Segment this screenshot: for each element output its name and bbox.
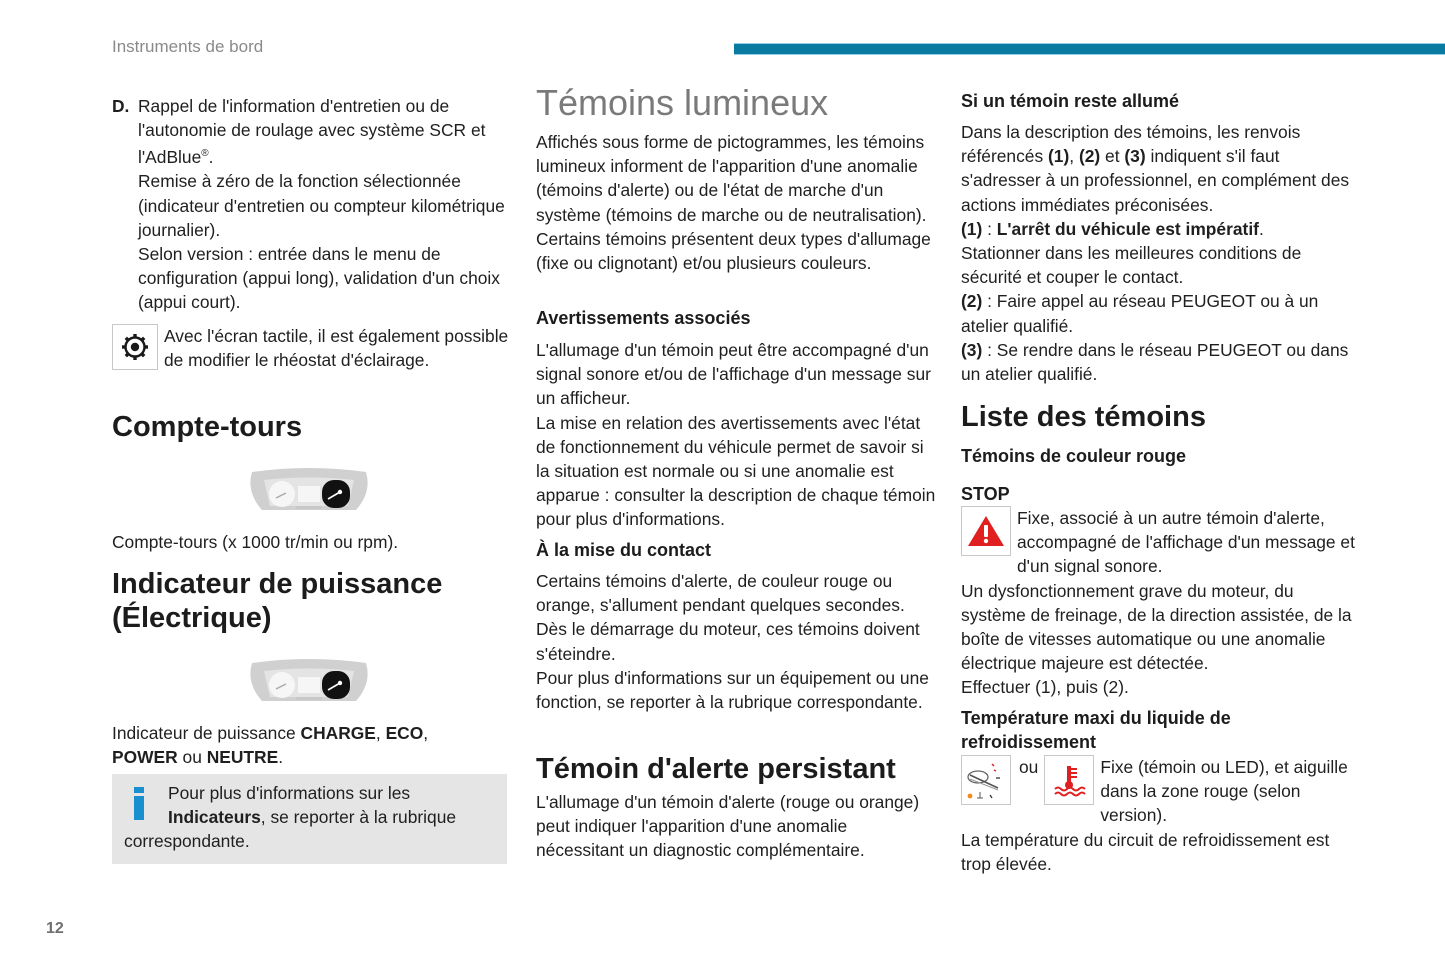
stays-on-p1 (961, 120, 1361, 217)
power-indicator-caption (112, 721, 512, 769)
text: : Faire appel au réseau PEUGEOT ou à un atelier qualifié. (961, 291, 1319, 336)
mode-charge: CHARGE (300, 723, 376, 743)
page-number: 12 (46, 920, 64, 937)
coolant-temperature-icon (1044, 755, 1094, 805)
red-lights-subheading: Témoins de couleur rouge (961, 446, 1187, 466)
separator: ou (177, 747, 207, 768)
item-d-line2: Remise à zéro de la fonction sélectionnée (indicateur d'entretien ou compteur kilométrique journalier). (138, 171, 505, 240)
info-text-suffix: , se reporter à la rubrique correspondante. (124, 807, 457, 852)
note-1-text: Stationner dans les meilleures conditions de sécurité et couper le contact. (961, 243, 1302, 288)
ref-3: (3) (1124, 146, 1146, 167)
persistent-heading: Témoin d'alerte persistant (536, 753, 896, 785)
note-1 (961, 217, 1361, 241)
text: Dans la description des témoins, les renvois référencés (961, 122, 1301, 167)
stop-text2: Un dysfonctionnement grave du moteur, du système de freinage, de la direction assistée, de la boîte de vitesses automatique ou une anomalie électrique majeure est détectée. (961, 580, 1352, 674)
ignition-p1: Certains témoins d'alerte, de couleur rouge ou orange, s'allument pendant quelques secondes. (536, 571, 905, 616)
running-title: Instruments de bord (112, 37, 264, 56)
note-2 (961, 289, 1361, 337)
ref-3: (3) (961, 339, 983, 360)
warnings-heading: Avertissements associés (536, 308, 751, 328)
tachometer-caption: Compte-tours (x 1000 tr/min ou rpm). (112, 532, 399, 552)
text: et (1100, 146, 1125, 167)
stop-text3: Effectuer (1), puis (2). (961, 677, 1129, 698)
item-d-line3: Selon version : entrée dans le menu de configuration (appui long), validation d'un choix (appui court). (138, 244, 500, 313)
tachometer-heading: Compte-tours (112, 411, 303, 443)
ignition-p2: Dès le démarrage du moteur, ces témoins doivent s'éteindre. (536, 619, 920, 664)
mode-power: POWER (112, 747, 178, 768)
list-item-d (112, 94, 512, 315)
coolant-heading: Température maxi du liquide de refroidissement (961, 708, 1231, 752)
gear-icon (112, 324, 158, 370)
stop-heading: STOP (961, 484, 1010, 504)
coolant-text2: La température du circuit de refroidissement est trop élevée. (961, 829, 1330, 874)
coolant-entry (961, 755, 1361, 876)
text: . (1258, 218, 1264, 239)
item-d-line1-end: . (208, 147, 214, 168)
stop-text1: Fixe, associé à un autre témoin d'alerte, accompagné de l'affichage d'un message et d'un signal sonore. (1017, 508, 1355, 577)
warnings-body (536, 338, 936, 532)
stays-on-heading: Si un témoin reste allumé (961, 91, 1180, 111)
instrument-cluster-illustration (248, 657, 370, 703)
mode-neutre: NEUTRE (206, 747, 279, 768)
stays-on-body (961, 120, 1361, 386)
item-d-line1 (138, 94, 512, 169)
info-icon (132, 787, 146, 823)
power-indicator-heading: Indicateur de puissance (Électrique) (112, 568, 443, 634)
info-box-text (124, 781, 495, 854)
item-d-line1-text: Rappel de l'information d'entretien ou de l'autonomie de roulage avec système SCR et l'AdBlue (138, 96, 486, 168)
ref-2: (2) (961, 291, 983, 312)
text: , (1069, 146, 1079, 167)
warning-triangle-icon (961, 506, 1011, 556)
header-accent-bar (734, 43, 1445, 55)
intro-paragraph: Affichés sous forme de pictogrammes, les témoins lumineux informent de l'apparition d'une anomalie (témoins d'alerte) ou de l'état de marche d'un système (témoins de marche ou de neutralisation). Certains témoins présentent deux types d'allumage (fixe ou clignotant) et/ou plusieurs couleurs. (536, 132, 931, 274)
separator: , (423, 723, 429, 743)
note-1-emphasis: L'arrêt du véhicule est impératif (996, 218, 1259, 239)
item-letter: D. (112, 96, 130, 116)
caption-prefix: Indicateur de puissance (112, 723, 301, 743)
ignition-p3: Pour plus d'informations sur un équipement ou une fonction, se reporter à la rubrique correspondante. (536, 667, 929, 713)
warnings-p2: La mise en relation des avertissements avec l'état de fonctionnement du véhicule permet de savoir si la situation est normale ou si une anomalie est apparue : consulter la description de chaque témoin pour plus d'informations. (536, 412, 936, 530)
list-heading: Liste des témoins (961, 401, 1206, 433)
text: : Se rendre dans le réseau PEUGEOT ou dans un atelier qualifié. (961, 339, 1349, 385)
registered-mark: ® (201, 148, 209, 160)
info-box (112, 774, 507, 864)
info-text-link[interactable]: Indicateurs (168, 807, 261, 828)
temperature-gauge-icon (961, 755, 1011, 805)
warnings-p1: L'allumage d'un témoin peut être accompagné d'un signal sonore et/ou de l'affichage d'un message sur un afficheur. (536, 340, 931, 409)
text: indiquent s'il faut s'adresser à un professionnel, en complément des actions immédiates préconisées. (961, 146, 1350, 215)
ignition-heading: À la mise du contact (536, 540, 712, 560)
ref-1: (1) (1048, 146, 1070, 167)
text: : (982, 218, 997, 239)
mode-eco: ECO (385, 723, 424, 743)
or-label: ou (1019, 757, 1039, 777)
note-3 (961, 338, 1361, 386)
coolant-text1: Fixe (témoin ou LED), et aiguille dans la zone rouge (selon version). (1100, 757, 1348, 826)
touchscreen-note-text: Avec l'écran tactile, il est également possible de modifier le rhéostat d'éclairage. (164, 326, 509, 371)
persistent-text: L'allumage d'un témoin d'alerte (rouge ou orange) peut indiquer l'apparition d'une anomalie nécessitant un diagnostic complémentaire. (536, 792, 920, 861)
info-text-prefix: Pour plus d'informations sur les (168, 783, 411, 803)
ref-2: (2) (1078, 146, 1101, 167)
touchscreen-note (112, 324, 512, 372)
instrument-cluster-illustration (248, 466, 370, 512)
ref-1: (1) (961, 218, 983, 239)
section-title: Témoins lumineux (536, 82, 829, 123)
stop-entry (961, 506, 1361, 700)
caption-end: . (278, 747, 284, 768)
separator: , (375, 723, 386, 743)
ignition-body (536, 569, 936, 714)
